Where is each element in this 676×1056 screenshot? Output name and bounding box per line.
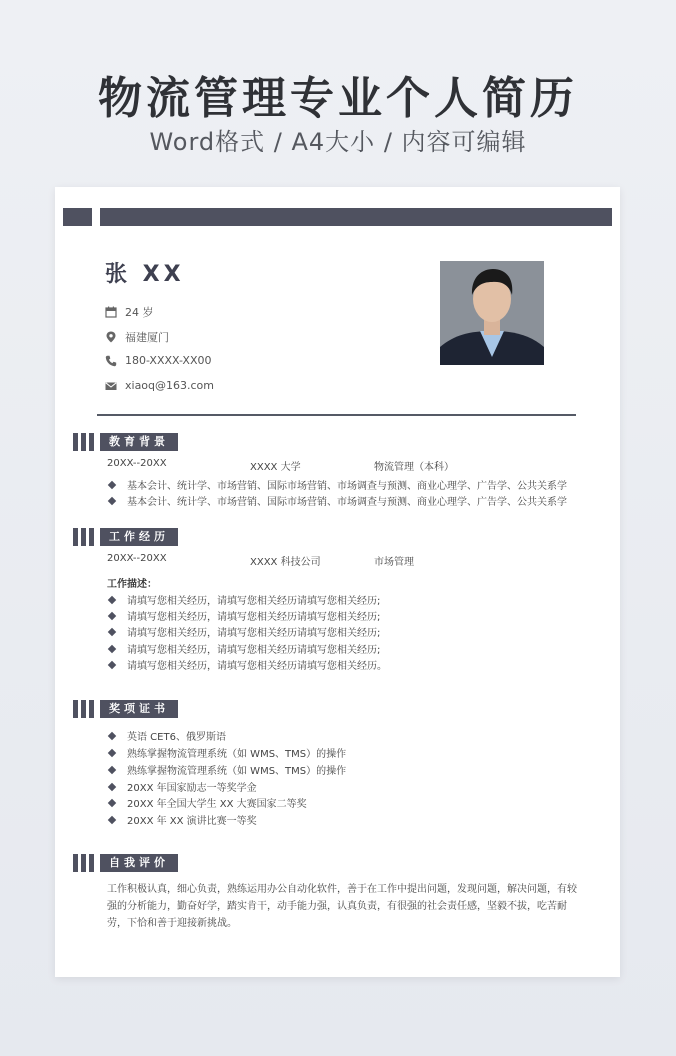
location-pin-icon [105, 331, 117, 343]
list-item: 20XX 年 XX 演讲比赛一等奖 [109, 812, 257, 827]
work-heading [73, 528, 178, 546]
list-item: 请填写您相关经历，请填写您相关经历请填写您相关经历; [109, 624, 380, 639]
list-item: 请填写您相关经历，请填写您相关经历请填写您相关经历; [109, 641, 380, 656]
list-item: 20XX 年全国大学生 XX 大赛国家二等奖 [109, 795, 307, 810]
heading-bars [73, 528, 94, 546]
phone-row [105, 354, 212, 367]
email-value: xiaoq@163.com [125, 379, 215, 392]
heading-bars [73, 854, 94, 872]
profile-photo [440, 261, 544, 365]
education-school: XXXX 大学 [250, 462, 301, 473]
resume-page [55, 187, 620, 977]
header-bar-right [100, 208, 612, 226]
location-row [105, 329, 169, 345]
education-major: 物流管理（本科） [374, 462, 454, 473]
self-eval-text: 工作积极认真，细心负责，熟练运用办公自动化软件，善于在工作中提出问题，发现问题，解决问题，有较强的分析能力，勤奋好学，踏实肯干，动手能力强，认真负责，有很强的社会责任感，坚毅不拔，吃苦耐劳，下恰和善于迎接新挑战。 [107, 884, 577, 929]
list-item: 请填写您相关经历，请填写您相关经历请填写您相关经历; [109, 608, 380, 623]
heading-bars [73, 700, 94, 718]
list-item: 基本会计、统计学、市场营销、国际市场营销、市场调查与预测、商业心理学、广告学、公共关系学 [109, 493, 567, 508]
phone-value: 180-XXXX-XX00 [125, 354, 212, 367]
self-eval-heading [73, 854, 178, 872]
list-item: 请填写您相关经历，请填写您相关经历请填写您相关经历。 [109, 657, 387, 672]
work-position: 市场管理 [374, 557, 414, 568]
list-item: 英语 CET6、俄罗斯语 [109, 728, 226, 743]
work-desc-title: 工作描述： [107, 579, 157, 590]
awards-heading [73, 700, 178, 718]
header-bar-left [63, 208, 92, 226]
list-item: 20XX 年国家励志一等奖学金 [109, 779, 257, 794]
location-value: 福建厦门 [125, 331, 169, 344]
education-heading [73, 433, 178, 451]
mail-icon [105, 380, 117, 392]
age-row [105, 304, 154, 320]
work-company: XXXX 科技公司 [250, 557, 321, 568]
education-label: 教育背景 [100, 433, 178, 451]
self-eval-label: 自我评价 [100, 854, 178, 872]
phone-icon [105, 355, 117, 367]
age-value: 24 岁 [125, 306, 154, 319]
work-period: 20XX--20XX [107, 553, 167, 564]
list-item: 熟练掌握物流管理系统（如 WMS、TMS）的操作 [109, 762, 346, 777]
education-period: 20XX--20XX [107, 458, 167, 469]
list-item: 请填写您相关经历，请填写您相关经历请填写您相关经历; [109, 592, 380, 607]
banner-title: 物流管理专业个人简历 [98, 73, 578, 124]
list-item: 基本会计、统计学、市场营销、国际市场营销、市场调查与预测、商业心理学、广告学、公共关系学 [109, 477, 567, 492]
section-divider [97, 414, 576, 416]
candidate-name: 张 XX [105, 262, 185, 287]
list-item: 熟练掌握物流管理系统（如 WMS、TMS）的操作 [109, 745, 346, 760]
heading-bars [73, 433, 94, 451]
email-row [105, 379, 214, 392]
awards-label: 奖项证书 [100, 700, 178, 718]
calendar-icon [105, 306, 117, 318]
banner-subtitle: Word格式 / A4大小 / 内容可编辑 [149, 128, 527, 156]
work-label: 工作经历 [100, 528, 178, 546]
